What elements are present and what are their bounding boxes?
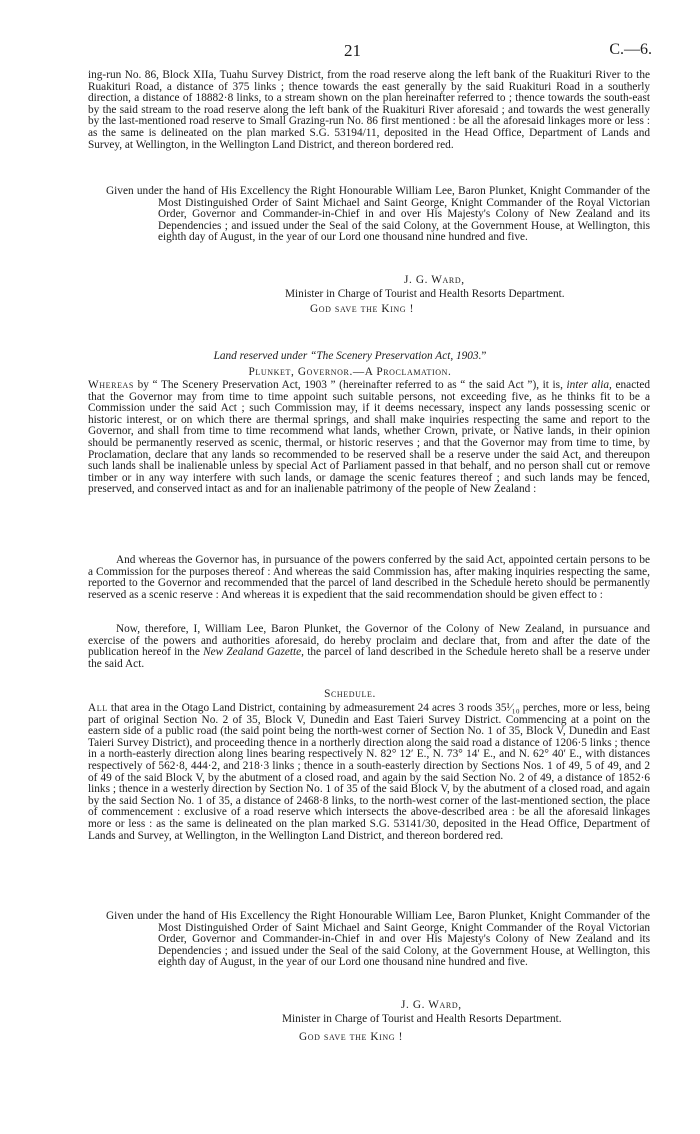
signatory-title-2: Minister in Charge of Tourist and Health Resorts Department.: [282, 1013, 562, 1025]
signatory-title: Minister in Charge of Tourist and Health Resorts Department.: [285, 288, 565, 300]
given-under-hand-paragraph-2: Given under the hand of His Excellency the Right Honourable William Lee, Baron Plunket, Knight Commander of the Most Distinguished Order of Saint Michael and Saint George, Knight Commander of the Royal Victorian Order, Governor and Commander-in-Chief in and over His Majesty's Colony of New Zealand and its Dependencies ; and issued under the Seal of the said Colony, at the Government House, at Wellington, this eighth day of August, in the year of our Lord one thousand nine hundred and five.: [106, 910, 650, 969]
section-title-act: The Scenery Preservation Act, 1903.: [316, 350, 482, 362]
continuation-paragraph: ing-run No. 86, Block XIIa, Tuahu Survey District, from the road reserve along the left bank of the Ruakituri River to the Ruakituri Road, a distance of 375 links ; thence towards the east generally by the said Ruakituri Road in a southerly direction, a distance of 18882·8 links, to a stream shown on the plan hereinafter referred to ; thence towards the south-east by the said stream to the road reserve along the left bank of the Ruakituri River aforesaid ; and towards the west generally by the last-mentioned road reserve to Small Grazing-run No. 86 first mentioned : be all the aforesaid linkages more or less : as the same is delineated on the plan marked S.G. 53194/11, deposited in the Head Office, Department of Lands and Survey, at Wellington, in the Wellington Land District, and thereon bordered red.: [88, 69, 650, 151]
section-title-prefix: Land reserved under “: [213, 350, 317, 362]
now-therefore-paragraph: Now, therefore, I, William Lee, Baron Plunket, the Governor of the Colony of New Zealand, in pursuance and exercise of the powers and authorities aforesaid, do hereby proclaim and declare that, from and after the date of the publication hereof in the New Zealand Gazette, the parcel of land described in the Schedule hereto shall be a reserve under the said Act.: [88, 623, 650, 670]
proclamation-heading: Plunket, Governor.—A Proclamation.: [248, 366, 452, 378]
closing-line: God save the King !: [310, 303, 414, 315]
schedule-heading: Schedule.: [324, 688, 376, 700]
section-title-suffix: ”: [481, 350, 487, 362]
closing-line-2: God save the King !: [299, 1031, 403, 1043]
given-under-hand-paragraph: Given under the hand of His Excellency the Right Honourable William Lee, Baron Plunket, Knight Commander of the Most Distinguished Order of Saint Michael and Saint George, Knight Commander of the Royal Victorian Order, Governor and Commander-in-Chief in and over His Majesty's Colony of New Zealand and its Dependencies ; and issued under the Seal of the said Colony, at the Government House, at Wellington, this eighth day of August, in the year of our Lord one thousand nine hundred and five.: [106, 185, 650, 244]
schedule-paragraph: All that area in the Otago Land District, containing by admeasurement 24 acres 3 roods 35¹⁄₁₀ perches, more or less, being part of original Section No. 2 of 35, Block V, Dunedin and East Taieri Survey District. Commencing at a point on the eastern side of a public road (the said point being the north-west corner of Section No. 1 of 35, Block V, Dunedin and East Taieri Survey District), and proceeding thence in a northerly direction along the said road a distance of 1206·5 links ; thence in a north-easterly direction along lines bearing respectively N. 82° 12′ E., N. 73° 14′ E., and N. 62° 40′ E., with distances respectively of 562·8, 444·2, and 218·3 links ; thence in a south-easterly direction by Sections Nos. 1 of 49, 5 of 49, and 2 of 49 of the said Block V, by the abutment of a closed road, and again by the said Section No. 2 of 49, a distance of 1852·6 links ; thence in a westerly direction by Section No. 1 of 35 of the said Block V, by the abutment of a closed road, and again by the said Section No. 1 of 35, a distance of 2468·8 links, to the north-west corner of the last-mentioned section, the place of commencement : exclusive of a road reserve which intersects the above-described area : be all the aforesaid linkages more or less : as the same is delineated on the plan marked S.G. 53141/30, deposited in the Head Office, Department of Lands and Survey, at Wellington, in the Wellington Land District, and thereon bordered red.: [88, 702, 650, 842]
document-reference: C.—6.: [609, 41, 652, 58]
signatory-name: J. G. Ward,: [404, 274, 465, 286]
schedule-lead: All: [88, 702, 108, 714]
page-header: [0, 41, 700, 63]
signatory-name-2: J. G. Ward,: [401, 999, 462, 1011]
whereas-lead: Whereas: [88, 379, 134, 391]
section-title: [0, 350, 700, 362]
and-whereas-paragraph: And whereas the Governor has, in pursuance of the powers conferred by the said Act, appointed certain persons to be a Commission for the purposes thereof : And whereas the said Commission has, after making inquiries respecting the same, reported to the Governor and recommended that the parcel of land described in the Schedule hereto should be permanently reserved as a scenic reserve : And whereas it is expedient that the said recommendation should be given effect to :: [88, 554, 650, 601]
page-number: 21: [344, 41, 361, 60]
whereas-paragraph: Whereas by “ The Scenery Preservation Act, 1903 ” (hereinafter referred to as “ the said Act ”), it is, inter alia, enacted that the Governor may from time to time appoint such suitable persons, not exceeding five, as he thinks fit to be a Commission under the said Act ; such Commission may, if it deems necessary, inspect any lands possessing scenic or historic interest, or on which there are thermal springs, and shall make inquiries respecting the same and report to the Governor, and shall from time to time recommend what lands, whether Crown, private, or Native lands, in their opinion should be permanently reserved as scenic, thermal, or historic reserves ; and that the Governor may from time to time, by Proclamation, declare that any lands so recommended to be reserved shall be a reserve under the said Act, and thereupon such lands shall be inalienable unless by special Act of Parliament passed in that behalf, and no person shall cut or remove timber or in any way interfere with such lands, or damage the scenic features thereof ; and such lands may be fenced, preserved, and conserved intact as and for an inalienable patrimony of the people of New Zealand :: [88, 379, 651, 496]
